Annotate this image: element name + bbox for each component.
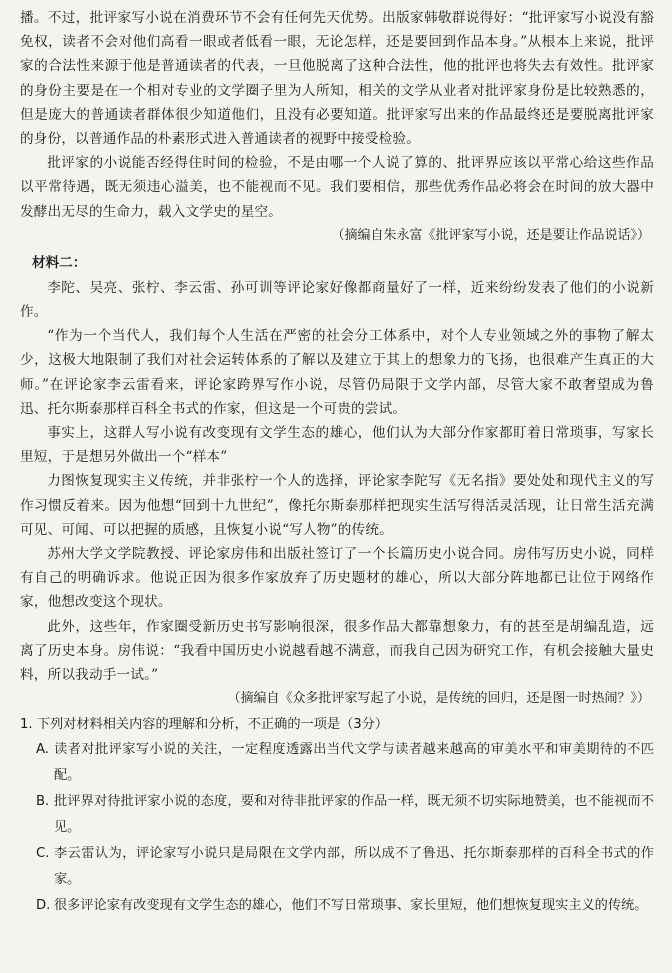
material-one-paragraph-2: 批评家的小说能否经得住时间的检验，不是由哪一个人说了算的、批评界应该以平常心给这些作品以平常待遇，既无须违心溢美，也不能视而不见。我们要相信，那些优秀作品必将会在时间的放大器中发酵出无尽的生命力，载入文学史的星空。 [20, 155, 654, 220]
option-letter: B. [36, 794, 50, 810]
material-two-paragraph-2: “作为一个当代人，我们每个人生活在严密的社会分工体系中，对个人专业领域之外的事物了解太少，这极大地限制了我们对社会运转体系的了解以及建立于其上的想象力的飞扬，也很难产生真正的大师。”在评论家李云雷看来，评论家跨界写作小说，尽管仍局限于文学内部，尽管大家不敢奢望成为鲁迅、托尔斯泰那样百科全书式的作家，但这是一个可贵的尝试。 [20, 328, 654, 417]
material-two-paragraph-5: 苏州大学文学院教授、评论家房伟和出版社签订了一个长篇历史小说合同。房伟写历史小说，同样有自己的明确诉求。他说正因为很多作家放弃了历史题材的雄心，所以大部分阵地都已让位于网络作家，他想改变这个现状。 [20, 546, 654, 611]
material-two-paragraph-6: 此外，这些年，作家圈受新历史书写影响很深，很多作品大都靠想象力，有的甚至是胡编乱造，远离了历史本身。房伟说：“我看中国历史小说越看越不满意，而我自己因为研究工作，有机会接触大量史料，所以我动手一试。” [20, 618, 654, 684]
option-letter: A. [36, 742, 49, 758]
option-text: 李云雷认为，评论家写小说只是局限在文学内部，所以成不了鲁迅、托尔斯泰那样的百科全书式的作家。 [54, 846, 654, 888]
option-d[interactable] [20, 893, 654, 919]
material-one-paragraph-1: 播。不过，批评家写小说在消费环节不会有任何先天优势。出版家韩敬群说得好：“批评家写小说没有豁免权，读者不会对他们高看一眼或者低看一眼，无论怎样，还是要回到作品本身。”从根本上来说，批评家的合法性来源于他是普通读者的代表，一旦他脱离了这种合法性，他的批评也将失去有效性。批评家的身份主要是在一个相对专业的文学圈子里为人所知，相关的文学从业者对批评家身份是比较熟悉的，但是庞大的普通读者群体很少知道他们，且没有必要知道。批评家写出来的作品最终还是要脱离批评家的身份，以普通作品的朴素形式进入普通读者的视野中接受检验。 [20, 10, 654, 148]
material-one-source: （摘编自朱永富《批评家写小说，还是要让作品说话》） [331, 227, 650, 243]
question-1 [20, 713, 654, 919]
material-two-heading: 材料二： [32, 254, 87, 271]
option-text: 读者对批评家写小说的关注，一定程度透露出当代文学与读者越来越高的审美水平和审美期待的不匹配。 [54, 742, 654, 784]
material-two-paragraph-3: 事实上，这群人写小说有改变现有文学生态的雄心，他们认为大部分作家都盯着日常琐事，写家长里短，于是想另外做出一个“样本” [20, 425, 654, 466]
material-two-source: （摘编自《众多批评家写起了小说，是传统的回归，还是图一时热闹？》） [227, 691, 650, 707]
option-letter: D. [36, 898, 51, 914]
option-letter: C. [36, 846, 50, 862]
option-text: 很多评论家有改变现有文学生态的雄心，他们不写日常琐事、家长里短，他们想恢复现实主义的传统。 [54, 898, 648, 914]
material-two [20, 250, 654, 711]
option-text: 批评界对待批评家小说的态度，要和对待非批评家的作品一样，既无须不切实际地赞美，也不能视而不见。 [54, 794, 654, 836]
material-two-paragraph-1: 李陀、吴亮、张柠、李云雷、孙可训等评论家好像都商量好了一样，近来纷纷发表了他们的小说新作。 [20, 279, 654, 321]
material-two-paragraph-4: 力图恢复现实主义传统，并非张柠一个人的选择，评论家李陀写《无名指》要处处和现代主义的写作习惯反着来。因为他想“回到十九世纪”，像托尔斯泰那样把现实生活写得活灵活现，让日常生活充满可见、可闻、可以把握的质感，且恢复小说“写人物”的传统。 [20, 473, 654, 538]
question-options [20, 737, 654, 919]
option-c[interactable] [20, 841, 654, 893]
option-b[interactable] [20, 789, 654, 841]
option-a[interactable] [20, 737, 654, 789]
question-stem: 1. 下列对材料相关内容的理解和分析，不正确的一项是（3分） [20, 717, 389, 733]
material-one [20, 6, 654, 248]
